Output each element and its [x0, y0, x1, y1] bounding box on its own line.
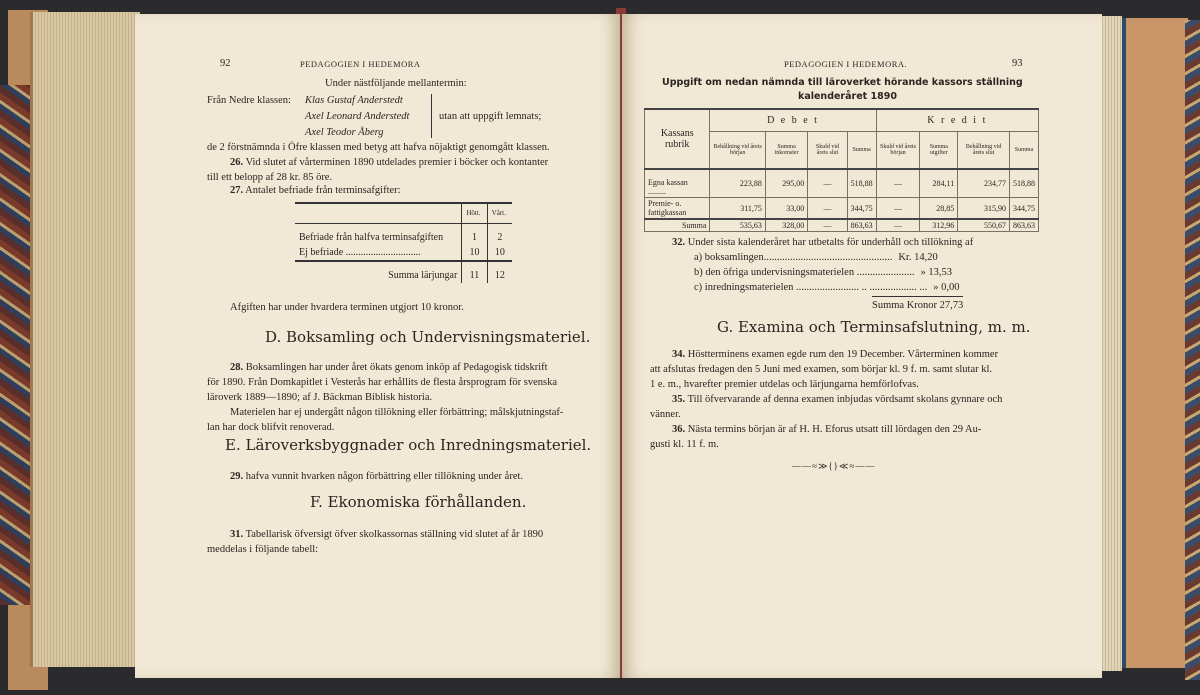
section-heading: E. Läroverksbyggnader och Inredningsmateriel. [225, 436, 592, 454]
col-header: Summa inkomster [765, 131, 807, 169]
fee-table [295, 202, 512, 283]
text-line: meddelas i följande tabell: [207, 544, 319, 555]
cell: 2 [497, 231, 503, 243]
row-label: Ej befriade .............................. [295, 245, 462, 261]
cell: 312,96 [920, 219, 958, 232]
left-page [135, 14, 620, 678]
p32-item [694, 280, 960, 295]
cell: 28,85 [920, 198, 958, 220]
col-header: Hött. [462, 203, 487, 223]
p32-item [694, 250, 938, 265]
para-num: 31. [230, 529, 244, 540]
cell: 11 [462, 261, 487, 283]
col-header: Summa [1009, 131, 1038, 169]
col-header: Skuld vid årets slut [808, 131, 847, 169]
text-line: Höstterminens examen egde rum den 19 December. Vårterminen kommer [687, 349, 999, 360]
text-line: Till öfvervarande af denna examen inbjudas vördsamt skolans gynnare och [687, 394, 1003, 405]
cell: 344,75 [1009, 198, 1038, 220]
text-line: Afgiften har under hvardera terminen utgjort 10 kronor. [230, 302, 464, 313]
section-heading: G. Examina och Terminsafslutning, m. m. [717, 318, 1031, 336]
para-num: 34. [672, 349, 686, 360]
cell: 863,63 [847, 219, 876, 232]
col-header: Summa utgifter [920, 131, 958, 169]
cell: 10 [462, 245, 487, 261]
row-label: Befriade från halfva terminsafgiften [295, 223, 462, 245]
cell: 315,90 [958, 198, 1010, 220]
text-line: Antalet befriade från terminsafgifter: [245, 185, 401, 196]
from-label: Från Nedre klassen: [207, 95, 291, 106]
text-line: hafva vunnit hvarken någon förbättring eller tillökning under året. [245, 471, 524, 482]
ornament: ——≈≫{}≪≈—— [792, 461, 876, 471]
table-row [645, 198, 1039, 220]
para-num: 26. [230, 157, 244, 168]
col-header: Skuld vid årets början [876, 131, 920, 169]
item-label: a) boksamlingen................................................. [694, 252, 893, 263]
p32-item [694, 265, 952, 280]
page-stack-right [1100, 16, 1122, 671]
cell: — [876, 169, 920, 198]
cell: 518,88 [1009, 169, 1038, 198]
total-label: Summa lärjungar [295, 261, 462, 283]
row-label: Summa [645, 219, 710, 232]
cell: 10 [494, 246, 505, 258]
para-num: 27. [230, 185, 244, 196]
item-amount: » 0,00 [933, 282, 960, 293]
cash-table [644, 108, 1039, 232]
cell: 550,67 [958, 219, 1010, 232]
cell: 344,75 [847, 198, 876, 220]
name: Axel Teodor Åberg [305, 127, 384, 138]
right-page [622, 14, 1102, 678]
name: Klas Gustaf Anderstedt [305, 95, 403, 106]
cell: 311,75 [710, 198, 766, 220]
page-number: 92 [220, 58, 231, 69]
page-number: 93 [1012, 58, 1023, 69]
text-line: Under sista kalenderåret har utbetalts för underhåll och tillökning af [687, 237, 974, 248]
running-head: PEDAGOGIEN I HEDEMORA [300, 59, 421, 69]
cell: 12 [494, 269, 505, 281]
para-num: 29. [230, 471, 244, 482]
page-stack-left [30, 12, 140, 667]
names-note: utan att uppgift lemnats; [439, 111, 542, 122]
section-heading: F. Ekonomiska förhållanden. [310, 493, 527, 511]
text-line: de 2 förstnämnda i Öfre klassen med betyg att hafva nöjaktigt genomgått klassen. [207, 142, 550, 153]
text-line: Boksamlingen har under året ökats genom inköp af Pedagogisk tidskrift [245, 362, 548, 373]
cell: 33,00 [765, 198, 807, 220]
text-line: 1 e. m., hvarefter premier utdelas och lärjungarna hemförlofvas. [650, 379, 919, 390]
text-line: vänner. [650, 409, 681, 420]
text-line: att afslutas fredagen den 5 Juni med examen, som börjar kl. 9 f. m. samt slutar kl. [650, 364, 993, 375]
text-line: för 1890. Från Domkapitlet i Vesterås har erhållits de flesta årsprogram för svenska [207, 377, 557, 388]
running-head: PEDAGOGIEN I HEDEMORA. [784, 59, 908, 69]
table-row [645, 169, 1039, 198]
cell: 284,11 [920, 169, 958, 198]
table-title: Uppgift om nedan nämnda till läroverket hörande kassors ställning [662, 77, 1023, 88]
item-label: b) den öfriga undervisningsmaterielen ...................... [694, 267, 915, 278]
cell: 863,63 [1009, 219, 1038, 232]
col-header: Behållning vid årets början [710, 131, 766, 169]
marbled-endpaper-right [1185, 20, 1200, 680]
cell: 295,00 [765, 169, 807, 198]
col-header: Summa [847, 131, 876, 169]
text-line: till ett belopp af 28 kr. 85 öre. [207, 172, 333, 183]
intro: Under nästföljande mellantermin: [325, 78, 467, 89]
cell: — [876, 198, 920, 220]
text-line: gusti kl. 11 f. m. [650, 439, 719, 450]
item-label: c) inredningsmaterielen ........................ .. .................. ... [694, 282, 928, 293]
item-amount: Kr. 14,20 [898, 252, 938, 263]
cell: — [808, 198, 847, 220]
table-title: kalenderåret 1890 [798, 91, 897, 102]
col-header: Kassans rubrik [645, 109, 710, 169]
text-line: Nästa termins början är af H. H. Eforus utsatt till lördagen den 29 Au- [687, 424, 982, 435]
cell: 223,88 [710, 169, 766, 198]
item-amount: » 13,53 [920, 267, 952, 278]
text-line: Materielen har ej undergått någon tillökning eller förbättring; målskjutningstaf- [230, 407, 564, 418]
cell: 518,88 [847, 169, 876, 198]
book-cover-right [1120, 18, 1188, 668]
col-header: K r e d i t [876, 109, 1038, 131]
col-header: Vårt. [491, 209, 506, 218]
section-heading: D. Boksamling och Undervisningsmateriel. [265, 328, 591, 346]
para-num: 32. [672, 237, 686, 248]
para-num: 36. [672, 424, 686, 435]
table-total-row [645, 219, 1039, 232]
cell: — [808, 169, 847, 198]
text-line: läroverk 1889—1890; af J. Bäckman Biblisk historia. [207, 392, 433, 403]
total: Summa Kronor 27,73 [872, 296, 963, 313]
col-header: Behållning vid årets slut [958, 131, 1010, 169]
para-num: 35. [672, 394, 686, 405]
text-line: Vid slutet af vårterminen 1890 utdelades premier i böcker och kontanter [245, 157, 549, 168]
text-line: lan har dock blifvit renoverad. [207, 422, 335, 433]
cell: 1 [462, 223, 487, 245]
cell: — [876, 219, 920, 232]
name: Axel Leonard Anderstedt [305, 111, 410, 122]
cell: 535,63 [710, 219, 766, 232]
cell: — [808, 219, 847, 232]
text-line: Tabellarisk öfversigt öfver skolkassornas ställning vid slutet af år 1890 [245, 529, 544, 540]
col-header: D e b e t [710, 109, 876, 131]
row-label: Premie- o. fattigkassan [645, 198, 710, 220]
row-label: Egna kassan ......... [645, 169, 710, 198]
cell: 234,77 [958, 169, 1010, 198]
brace [431, 94, 435, 138]
cell: 328,00 [765, 219, 807, 232]
marbled-endpaper-left [0, 85, 32, 605]
para-num: 28. [230, 362, 244, 373]
